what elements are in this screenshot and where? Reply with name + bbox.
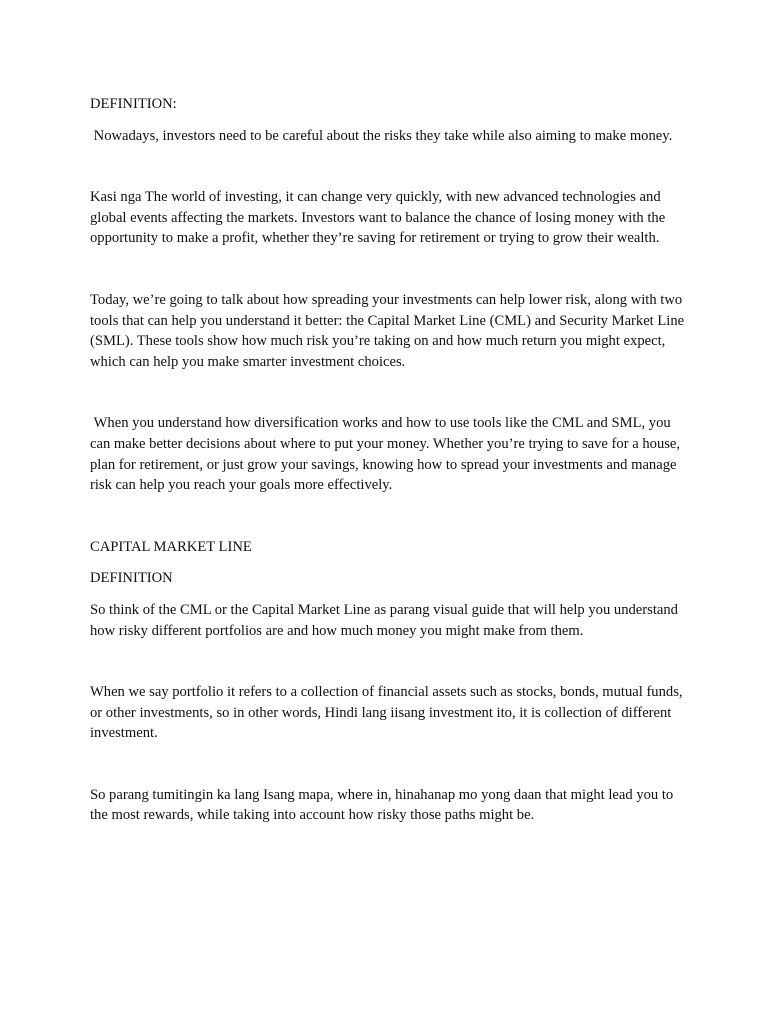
cml-paragraph: So think of the CML or the Capital Market Line as parang visual guide that will help you understand how risky different portfolios are and how much money you might make from them.	[90, 601, 678, 639]
world-of-investing-paragraph: Kasi nga The world of investing, it can change very quickly, with new advanced technologies and global events affecting the markets. Investors want to balance the chance of losing money with the opportunity to make a profit, whether they’re saving for retirement or trying to grow their wealth.	[90, 189, 666, 247]
document-body	[90, 94, 690, 826]
cml-heading: CAPITAL MARKET LINE	[90, 538, 252, 555]
cml-definition-heading: DEFINITION	[90, 570, 173, 587]
intro-paragraph: Nowadays, investors need to be careful about the risks they take while also aiming to make money.	[93, 127, 673, 144]
understand-paragraph: When you understand how diversification works and how to use tools like the CML and SML, you can make better decisions about where to put your money. Whether you’re trying to save for a house, plan for retirement, or just grow your savings, knowing how to spread your investments and manage risk can help you reach your goals more effectively.	[90, 415, 681, 494]
today-paragraph: Today, we’re going to talk about how spreading your investments can help lower risk, along with two tools that can help you understand it better: the Capital Market Line (CML) and Security Market Line (SML). These tools show how much risk you’re taking on and how much return you might expect, which can help you make smarter investment choices.	[90, 291, 685, 370]
definition-heading: DEFINITION:	[90, 96, 177, 112]
portfolio-paragraph: When we say portfolio it refers to a collection of financial assets such as stocks, bonds, mutual funds, or other investments, so in other words, Hindi lang iisang investment ito, it is collection of different investment.	[90, 684, 683, 742]
map-paragraph: So parang tumitingin ka lang Isang mapa, where in, hinahanap mo yong daan that might lead you to the most rewards, while taking into account how risky those paths might be.	[90, 786, 674, 824]
